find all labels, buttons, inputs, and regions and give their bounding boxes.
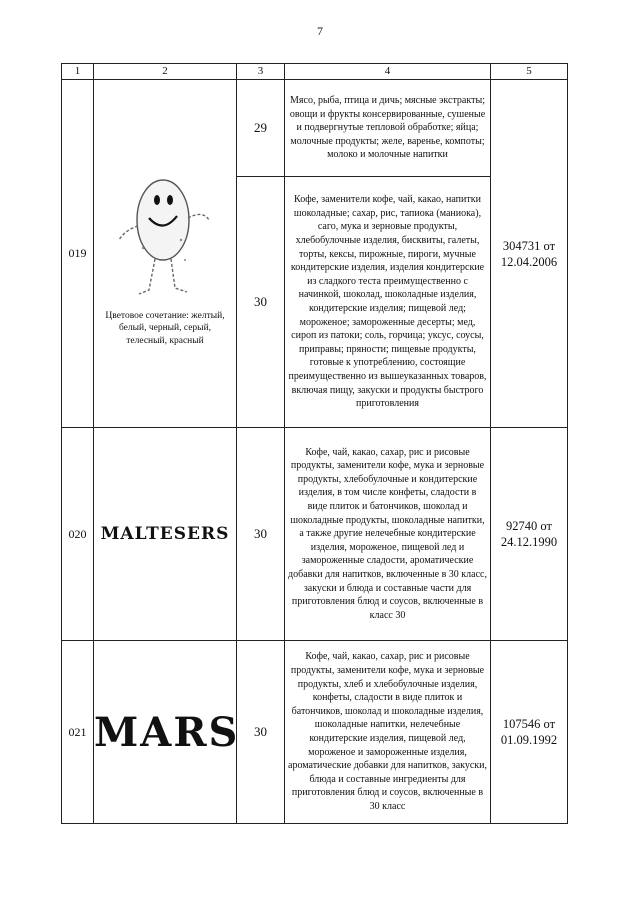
class-number: 30 [237,641,285,824]
goods-description: Кофе, чай, какао, сахар, рис и рисовые продукты, заменители кофе, мука и зерновые продукты, хлеб и хлебобулочные изделия, конфеты, сладости в виде плиток и батончиков, шоколад и шоколадные изделия, шоколадные напитки, нелечебные кондитерские изделия, пищевой лед, мороженое и замороженные изделия, ароматические добавки для напитков, закуски, блюда и составные ингредиенты для приготовления блюд и соусов, включенные в 30 класс [285,641,491,824]
table-row [62,80,568,177]
registration-date: 24.12.1990 [500,535,558,549]
table-row [62,641,568,824]
registration-cell [491,80,568,428]
mascot-logo [113,160,217,310]
registration-number: 107546 от [502,717,556,731]
registration-cell [491,428,568,641]
mark-image-cell [94,641,240,824]
header-col-5: 5 [491,64,568,80]
class-number: 30 [237,428,285,641]
row-number: 019 [62,80,94,428]
registration-number: 92740 от [506,519,552,533]
header-col-1: 1 [62,64,94,80]
page-number: 7 [317,24,323,38]
header-col-2: 2 [94,64,237,80]
registration-date: 01.09.1992 [500,733,558,747]
class-number: 29 [237,80,285,177]
registration-number: 304731 от [502,238,556,253]
class-number: 30 [237,177,285,428]
registration-cell [491,641,568,824]
color-combination-caption: Цветовое сочетание: желтый, белый, черный, серый, телесный, красный [105,310,225,346]
mark-image-cell [94,428,237,641]
header-col-4: 4 [285,64,491,80]
header-col-3: 3 [237,64,285,80]
row-number: 020 [62,428,94,641]
mascot-figure [119,180,209,294]
goods-description: Кофе, заменители кофе, чай, какао, напитки шоколадные; сахар, рис, тапиока (маниока), саго, мука и зерновые продукты, хлебобулочные изделия, бисквиты, галеты, торты, кексы, пирожные, пироги, мучные кондитерские изделия, изделия кондитерские из сладкого теста преимущественно с начинкой, шоколад, шоколадные изделия, кондитерские изделия; пищевой лед; мороженое; замороженные десерты; мед, сироп из патоки; соль, горчица; уксус, соусы, приправы; пряности; пищевые продукты, готовые к употреблению, состоящие преимущественно из вышеуказанных товаров, включая пищу, закуски и продукты быстрого приготовления [285,177,491,428]
table-row [62,428,568,641]
trademark-table [61,63,568,824]
row-number: 021 [62,641,94,824]
mars-wordmark: MARS [94,708,240,756]
goods-description: Мясо, рыба, птица и дичь; мясные экстракты; овощи и фрукты консервированные, сушеные и подвергнутые тепловой обработке; яйца; молочные продукты; желе, варенье, компоты; молоко и молочные напитки [285,80,491,177]
registration-date: 12.04.2006 [500,254,558,269]
maltesers-wordmark: MALTESERS [100,524,230,544]
header-row [62,64,568,80]
mark-image-cell [94,80,237,428]
goods-description: Кофе, чай, какао, сахар, рис и рисовые продукты, заменители кофе, мука и зерновые продукты, хлебобулочные и кондитерские изделия, в том числе конфеты, сладости в виде плиток и батончиков, шоколад и шоколадные продукты, шоколадные напитки, а также другие нелечебные кондитерские изделия, мороженое, пищевой лед и замороженные сладости, ароматические добавки для напитков, включенные в 30 класс, закуски и блюда и составные части для приготовления блюд и соусов, включенные в класс 30 [285,428,491,641]
